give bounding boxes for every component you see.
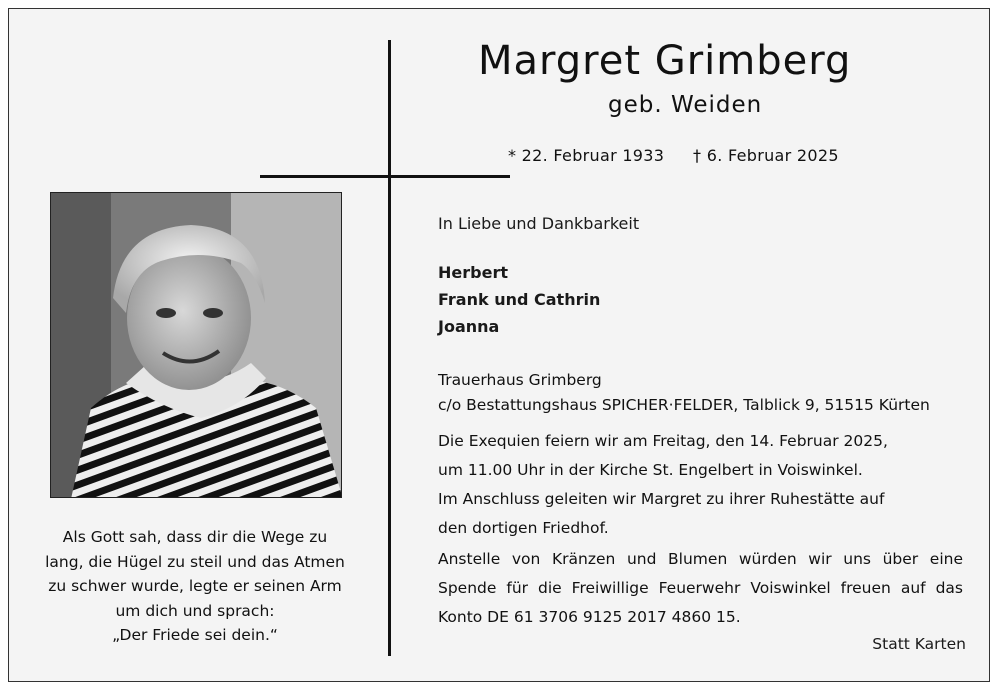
birth-date: * 22. Februar 1933 <box>508 146 665 165</box>
death-date: † 6. Februar 2025 <box>693 146 839 165</box>
verse-line: zu schwer wurde, legte er seinen Arm <box>48 577 342 595</box>
verse-line: lang, die Hügel zu steil und das Atmen <box>45 552 345 571</box>
service-line: Im Anschluss geleiten wir Margret zu ihrer Ruhestätte auf <box>438 490 885 508</box>
portrait-photo-icon <box>50 192 342 498</box>
life-dates <box>508 146 839 165</box>
verse-line: um dich und sprach: <box>115 601 275 620</box>
address-line: Trauerhaus Grimberg <box>438 371 602 389</box>
verse-line: „Der Friede sei dein.“ <box>112 626 278 644</box>
verse-quote <box>30 525 360 648</box>
donation-line: Konto DE 61 3706 9125 2017 4860 15. <box>438 608 741 626</box>
service-line: den dortigen Friedhof. <box>438 519 609 537</box>
mourner-name: Herbert <box>438 263 508 282</box>
verse-line: Als Gott sah, dass dir die Wege zu <box>62 528 328 546</box>
service-line: um 11.00 Uhr in der Kirche St. Engelbert in Voiswinkel. <box>438 461 863 479</box>
mourner-name: Frank und Cathrin <box>438 290 601 309</box>
intro-line: In Liebe und Dankbarkeit <box>438 214 640 233</box>
cross-horizontal-bar <box>260 175 510 178</box>
mourners-list <box>438 259 600 340</box>
maiden-name: geb. Weiden <box>608 92 763 118</box>
cross-vertical-bar <box>388 40 391 656</box>
donation-line: Spende für die Freiwillige Feuerwehr Voiswinkel freuen auf das <box>438 579 963 597</box>
portrait-illustration <box>51 193 342 498</box>
address-line: c/o Bestattungshaus SPICHER·FELDER, Talblick 9, 51515 Kürten <box>438 396 930 414</box>
closing-note: Statt Karten <box>872 635 966 653</box>
deceased-name: Margret Grimberg <box>478 38 852 84</box>
donation-line: Anstelle von Kränzen und Blumen würden wir uns über eine <box>438 550 963 568</box>
service-line: Die Exequien feiern wir am Freitag, den 14. Februar 2025, <box>438 432 888 450</box>
mourner-name: Joanna <box>438 317 500 336</box>
